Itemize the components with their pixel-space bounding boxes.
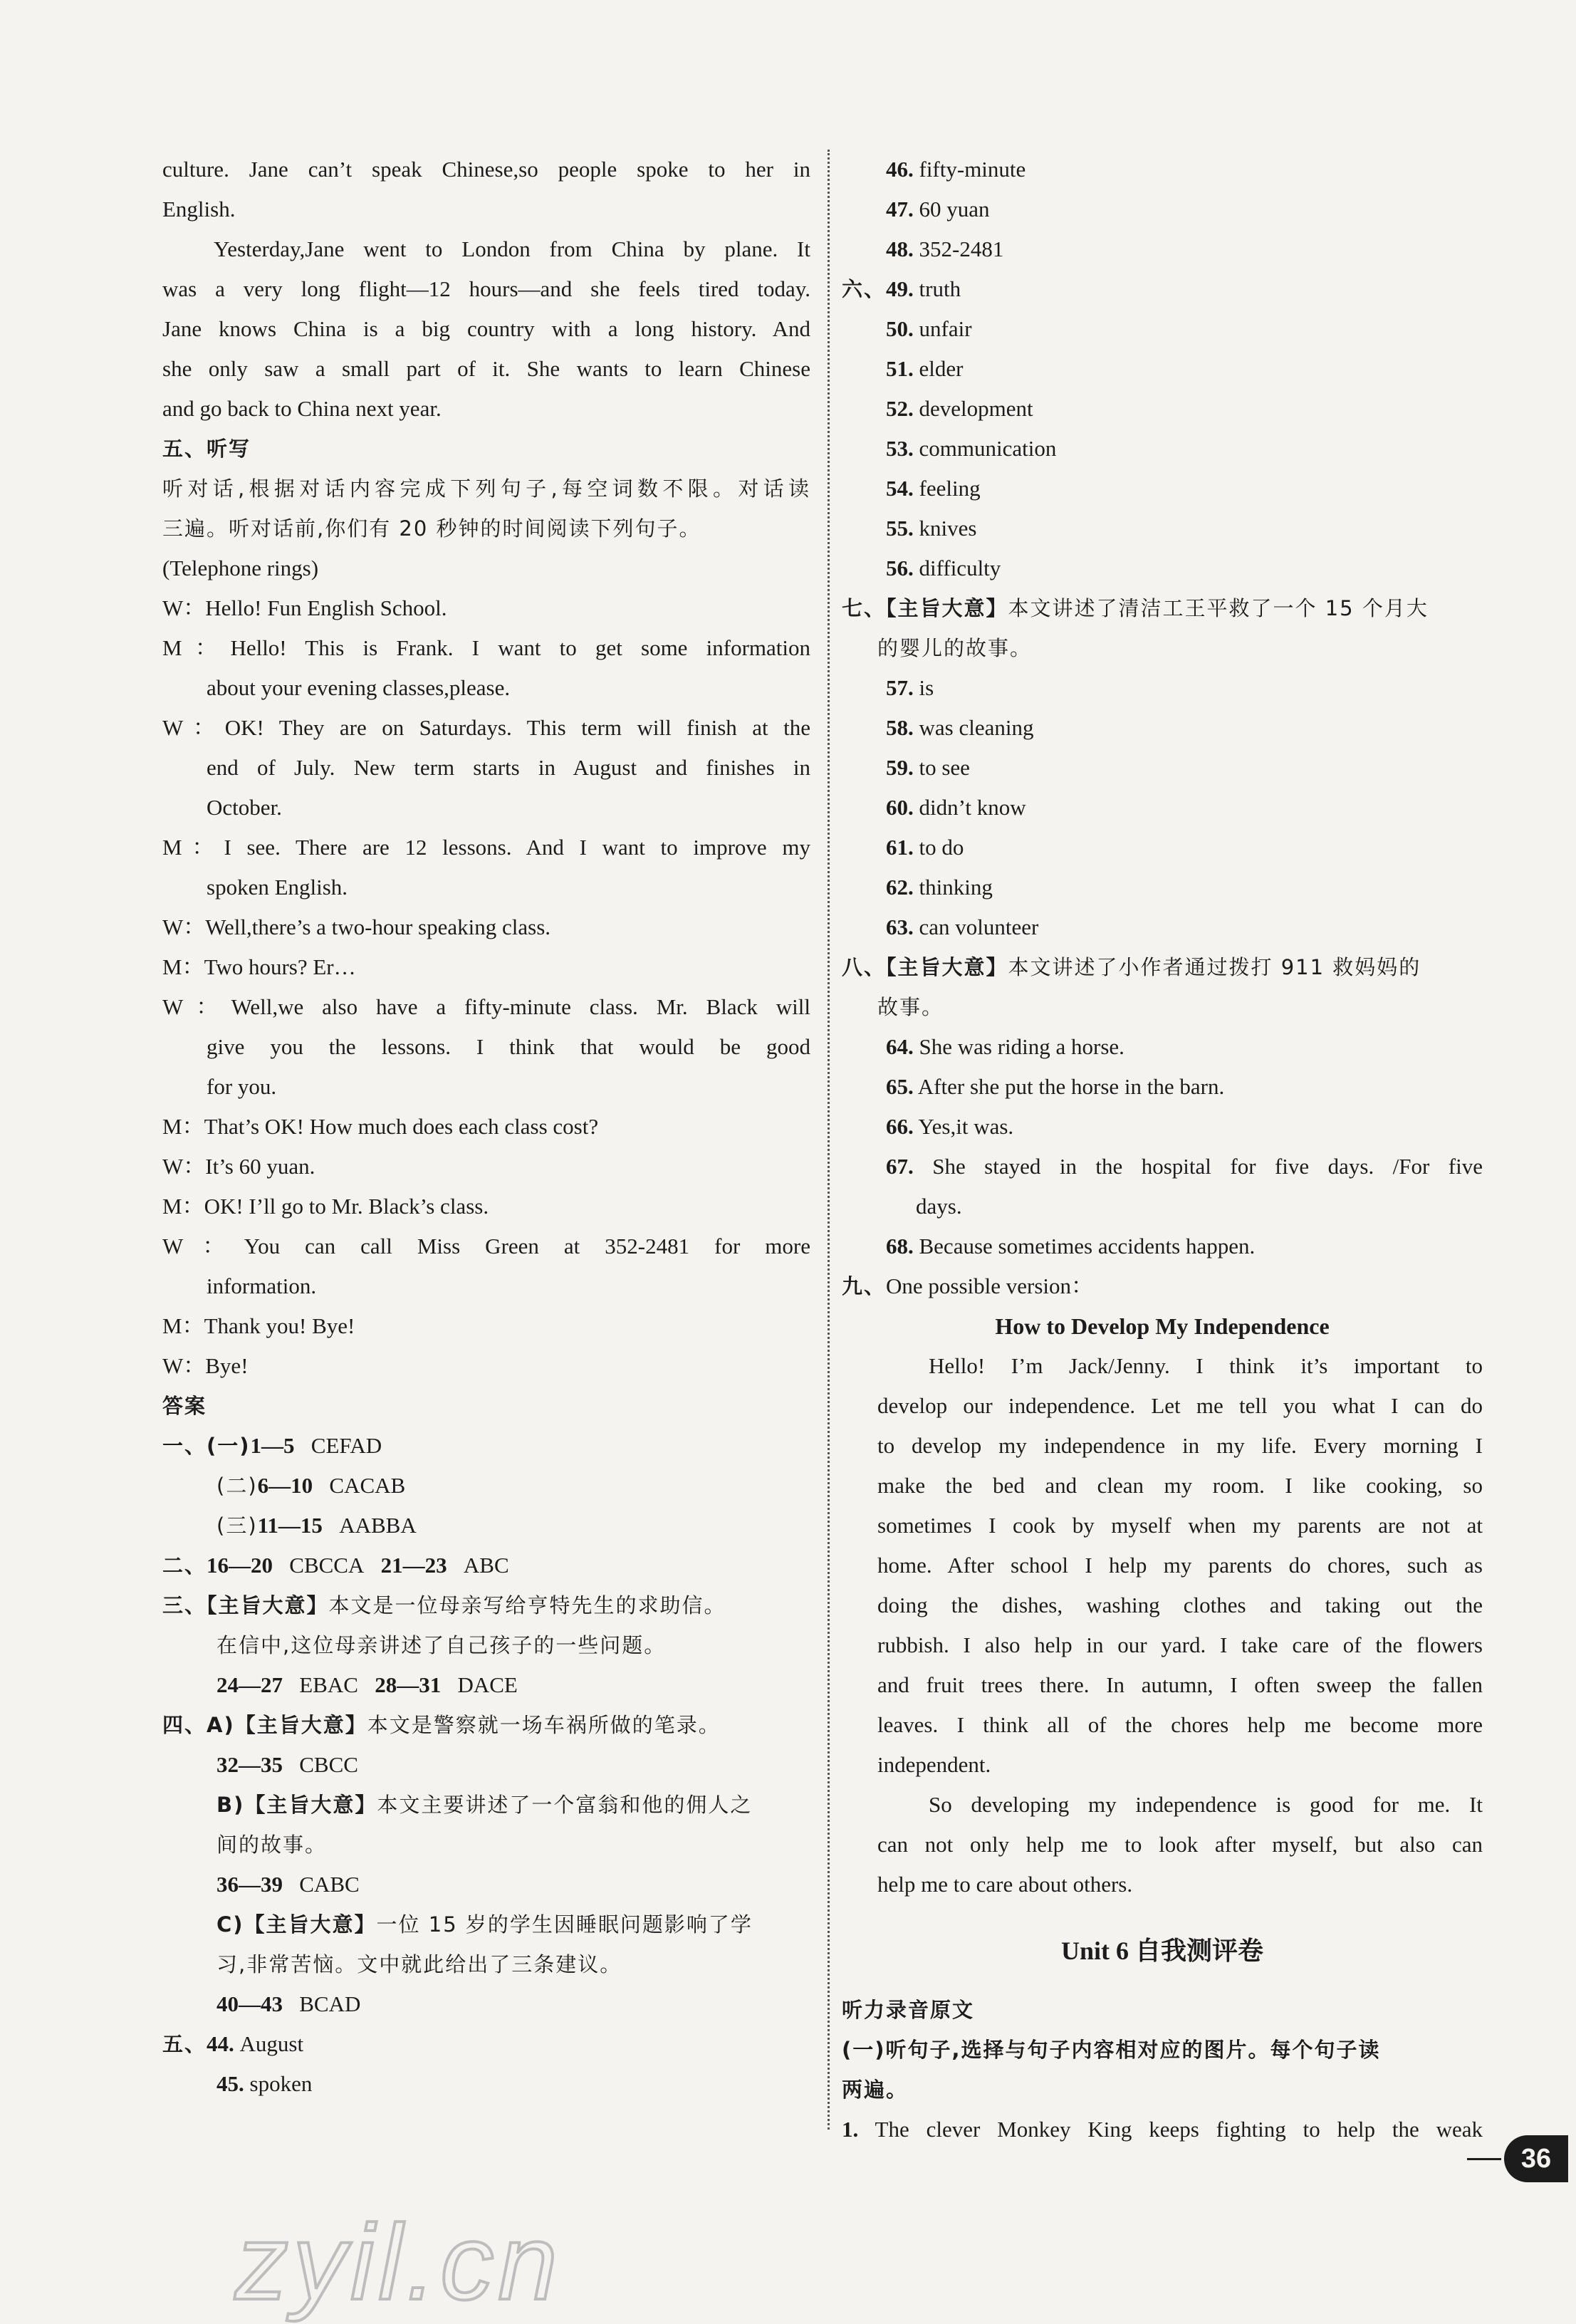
answer-value: truth <box>919 276 961 301</box>
answer-value: elder <box>919 356 964 381</box>
answer-number: 60. <box>886 795 914 820</box>
answer-value: August <box>239 2031 304 2056</box>
answer-continuation: days. <box>916 1194 962 1219</box>
sentence-number: 1. <box>842 2117 859 2142</box>
answer-value: is <box>919 675 934 700</box>
summary-text: 本文是警察就一场车祸所做的笔录。 <box>367 1713 721 1737</box>
dialog-line: M：I see. There are 12 lessons. And I want to improve my <box>162 835 810 860</box>
answer-value: 60 yuan <box>919 197 990 222</box>
answer-number: 49. <box>886 276 914 301</box>
dialog-line: W：Bye! <box>162 1353 249 1378</box>
summary-text: 本文讲述了小作者通过拨打 911 救妈妈的 <box>1008 955 1421 979</box>
answer-number: 61. <box>886 835 914 860</box>
watermark-logo: zyil.cn <box>235 2202 562 2322</box>
answer-value: ABC <box>463 1553 509 1578</box>
answer-row <box>842 349 1483 389</box>
answer-value: CACAB <box>329 1473 406 1498</box>
summary-label: 七、【主旨大意】 <box>842 596 1008 620</box>
answer-number: 47. <box>886 197 914 222</box>
dialog-line: M：That’s OK! How much does each class cost? <box>162 1114 599 1139</box>
dialog-line: W：It’s 60 yuan. <box>162 1154 315 1179</box>
summary-label: 八、【主旨大意】 <box>842 955 1008 979</box>
summary-label: B)【主旨大意】 <box>216 1793 377 1817</box>
answer-row <box>162 1665 810 1705</box>
essay-line: make the bed and clean my room. I like cooking, so <box>877 1473 1483 1498</box>
answer-number: 65. <box>886 1074 914 1099</box>
answer-row <box>842 229 1483 269</box>
answer-row <box>842 548 1483 588</box>
essay-line: and fruit trees there. In autumn, I often sweep the fallen <box>877 1672 1483 1697</box>
part-heading: (一)听句子,选择与句子内容相对应的图片。每个句子读 <box>842 2038 1381 2062</box>
answer-row <box>162 2064 810 2104</box>
answer-value: She was riding a horse. <box>919 1034 1124 1059</box>
answer-row <box>842 150 1483 189</box>
page-number-dash <box>1467 2158 1501 2160</box>
section-heading: 五、听写 <box>162 437 251 461</box>
answer-number: 58. <box>886 715 914 740</box>
answer-number: 55. <box>886 516 914 541</box>
essay-line: to develop my independence in my life. Every morning I <box>877 1433 1483 1458</box>
instruction-line: 三遍。听对话前,你们有 20 秒钟的时间阅读下列句子。 <box>162 516 701 541</box>
answer-row <box>842 189 1483 229</box>
essay-line: can not only help me to look after myself, but also can <box>877 1832 1483 1857</box>
answer-row <box>162 1546 810 1585</box>
answer-value: CEFAD <box>310 1433 382 1458</box>
answer-row <box>842 867 1483 907</box>
answer-value: difficulty <box>919 556 1001 580</box>
answer-prefix: 一、(一) <box>162 1434 251 1458</box>
answer-row <box>842 668 1483 708</box>
dialog-line: M：Two hours? Er… <box>162 954 356 979</box>
answer-range: 11—15 <box>257 1513 323 1538</box>
passage-line: she only saw a small part of it. She wants to learn Chinese <box>162 356 810 381</box>
answer-row <box>162 2024 810 2064</box>
essay-line: So developing my independence is good for me. It <box>929 1792 1483 1817</box>
answer-prefix: 九、 <box>842 1274 887 1298</box>
answer-row <box>842 269 1483 309</box>
answer-value: unfair <box>919 316 972 341</box>
answer-range: 36—39 <box>216 1872 283 1897</box>
answer-row <box>842 708 1483 748</box>
summary-text: 本文讲述了清洁工王平救了一个 15 个月大 <box>1008 596 1429 620</box>
answer-value: 352-2481 <box>919 236 1004 261</box>
answer-range: 24—27 <box>216 1672 283 1697</box>
answer-number: 54. <box>886 476 914 501</box>
answer-number: 48. <box>886 236 914 261</box>
essay-line: independent. <box>877 1752 991 1777</box>
dialog-line: M：Hello! This is Frank. I want to get some information <box>162 635 810 660</box>
answer-prefix: (三) <box>216 1513 258 1538</box>
answer-number: 56. <box>886 556 914 580</box>
answer-number: 64. <box>886 1034 914 1059</box>
summary-line <box>162 1585 810 1625</box>
dialog-line: W：Well,we also have a fifty-minute class. Mr. Black will <box>162 994 810 1019</box>
summary-label: C)【主旨大意】 <box>216 1912 377 1937</box>
answer-row <box>842 788 1483 828</box>
answer-value: thinking <box>919 875 993 900</box>
answer-row <box>842 1266 1483 1306</box>
summary-line: 的婴儿的故事。 <box>877 636 1033 660</box>
listening-heading: 听力录音原文 <box>842 1998 975 2022</box>
essay-body <box>842 1346 1483 1904</box>
page-number: 36 <box>1504 2135 1568 2182</box>
essay-line: doing the dishes, washing clothes and taking out the <box>877 1593 1483 1617</box>
unit-title: Unit 6 自我测评卷 <box>1060 1937 1263 1965</box>
answer-value: One possible version： <box>886 1273 1094 1298</box>
answer-value: didn’t know <box>919 795 1026 820</box>
dialog-line: (Telephone rings) <box>162 556 319 580</box>
answer-row <box>162 1426 810 1466</box>
summary-line <box>162 1904 810 1944</box>
answer-value: was cleaning <box>919 715 1034 740</box>
answer-prefix: 六、 <box>842 277 887 301</box>
answer-prefix: (二) <box>216 1474 258 1498</box>
answer-row <box>842 1027 1483 1067</box>
passage-line: and go back to China next year. <box>162 396 442 421</box>
essay-line: help me to care about others. <box>877 1872 1133 1897</box>
dialog-line: spoken English. <box>207 875 348 900</box>
passage-line: English. <box>162 197 236 222</box>
passage-line: Jane knows China is a big country with a long history. And <box>162 316 810 341</box>
answer-number: 68. <box>886 1234 914 1259</box>
dialog-line: W：Hello! Fun English School. <box>162 595 447 620</box>
summary-text: 本文是一位母亲写给亨特先生的求助信。 <box>328 1593 726 1617</box>
answer-number: 46. <box>886 157 914 182</box>
answer-value: DACE <box>457 1672 518 1697</box>
answer-number: 57. <box>886 675 914 700</box>
essay-line: Hello! I’m Jack/Jenny. I think it’s important to <box>929 1353 1483 1378</box>
answer-value: AABBA <box>339 1513 417 1538</box>
answer-row <box>842 389 1483 429</box>
summary-line: 习,非常苦恼。文中就此给出了三条建议。 <box>216 1952 622 1976</box>
answer-row <box>162 1984 810 2024</box>
answer-number: 59. <box>886 755 914 780</box>
answer-range: 21—23 <box>380 1553 447 1578</box>
summary-line <box>842 588 1483 628</box>
answer-number: 52. <box>886 396 914 421</box>
summary-text: 本文主要讲述了一个富翁和他的佣人之 <box>377 1793 753 1817</box>
summary-line: 在信中,这位母亲讲述了自己孩子的一些问题。 <box>216 1633 667 1657</box>
answer-value: CBCCA <box>289 1553 365 1578</box>
answer-row <box>842 309 1483 349</box>
answer-value: EBAC <box>299 1672 358 1697</box>
answer-row <box>842 1067 1483 1107</box>
summary-line: 故事。 <box>877 995 944 1019</box>
sentence-text: The clever Monkey King keeps fighting to help the weak <box>875 2117 1483 2142</box>
answer-row <box>842 509 1483 548</box>
answer-value: After she put the horse in the barn. <box>917 1074 1225 1099</box>
answer-prefix: 五、 <box>162 2032 207 2056</box>
answer-value: Yes,it was. <box>918 1114 1014 1139</box>
answer-value: BCAD <box>299 1991 361 2016</box>
summary-line <box>842 947 1483 987</box>
answer-number: 63. <box>886 915 914 939</box>
part-heading: 两遍。 <box>842 2078 909 2102</box>
answer-range: 28—31 <box>375 1672 442 1697</box>
answer-number: 45. <box>216 2071 244 2096</box>
column-divider <box>828 150 830 2130</box>
essay-line: develop our independence. Let me tell you what I can do <box>877 1393 1483 1418</box>
dialog-line: for you. <box>207 1074 277 1099</box>
answer-row <box>842 1147 1483 1187</box>
answer-value: development <box>919 396 1033 421</box>
answer-number: 51. <box>886 356 914 381</box>
answer-value: spoken <box>249 2071 313 2096</box>
answer-number: 67. <box>886 1154 914 1179</box>
passage-line: culture. Jane can’t speak Chinese,so people spoke to her in <box>162 157 810 182</box>
answer-value: to see <box>919 755 970 780</box>
answer-range: 1—5 <box>250 1433 295 1458</box>
answer-prefix: 二、 <box>162 1553 207 1578</box>
answer-range: 32—35 <box>216 1752 283 1777</box>
answer-value: Because sometimes accidents happen. <box>919 1234 1256 1259</box>
dialog-line: information. <box>207 1273 317 1298</box>
answer-row <box>842 469 1483 509</box>
passage-line: Yesterday,Jane went to London from China by plane. It <box>214 236 810 261</box>
answer-row <box>162 1745 810 1785</box>
dialog-line: M：Thank you! Bye! <box>162 1313 355 1338</box>
answer-range: 40—43 <box>216 1991 283 2016</box>
dialog-line: W：OK! They are on Saturdays. This term will finish at the <box>162 715 810 740</box>
passage-line: was a very long flight—12 hours—and she feels tired today. <box>162 276 810 301</box>
answer-number: 50. <box>886 316 914 341</box>
answer-value: to do <box>919 835 964 860</box>
answer-value: CABC <box>299 1872 360 1897</box>
dialog-line: October. <box>207 795 282 820</box>
answer-row <box>162 1865 810 1904</box>
dialog-line: W：You can call Miss Green at 352-2481 for more <box>162 1234 810 1259</box>
answer-row <box>162 1506 810 1546</box>
essay-line: leaves. I think all of the chores help me become more <box>877 1712 1483 1737</box>
answer-number: 62. <box>886 875 914 900</box>
dialog-line: M：OK! I’ll go to Mr. Black’s class. <box>162 1194 489 1219</box>
essay-title: How to Develop My Independence <box>995 1313 1330 1339</box>
dialog-line: about your evening classes,please. <box>207 675 511 700</box>
instruction-line: 听对话,根据对话内容完成下列句子,每空词数不限。对话读 <box>162 476 810 501</box>
dialog-line: give you the lessons. I think that would be good <box>207 1034 810 1059</box>
summary-line <box>162 1785 810 1825</box>
answer-value: knives <box>919 516 977 541</box>
answer-number: 53. <box>886 436 914 461</box>
answer-value: CBCC <box>299 1752 358 1777</box>
answer-number: 66. <box>886 1114 914 1139</box>
answer-row <box>842 429 1483 469</box>
answer-number: 44. <box>207 2031 234 2056</box>
summary-label: 三、【主旨大意】 <box>162 1593 329 1617</box>
answer-row <box>842 1107 1483 1147</box>
summary-line <box>162 1705 810 1745</box>
answer-value: communication <box>919 436 1057 461</box>
right-column <box>842 150 1483 2150</box>
summary-text: 一位 15 岁的学生因睡眠问题影响了学 <box>376 1912 753 1937</box>
answer-range: 16—20 <box>207 1553 273 1578</box>
summary-label: 四、A)【主旨大意】 <box>162 1713 367 1737</box>
answer-row <box>842 828 1483 867</box>
answer-range: 6—10 <box>257 1473 313 1498</box>
summary-line: 间的故事。 <box>216 1833 328 1857</box>
dialog-line: W：Well,there’s a two-hour speaking class. <box>162 915 551 939</box>
sentence-line <box>842 2110 1483 2150</box>
answer-row <box>842 907 1483 947</box>
answer-value: feeling <box>919 476 981 501</box>
essay-line: sometimes I cook by myself when my parents are not at <box>877 1513 1483 1538</box>
answer-row <box>842 748 1483 788</box>
essay-line: rubbish. I also help in our yard. I take care of the flowers <box>877 1632 1483 1657</box>
answer-value: She stayed in the hospital for five days. /For five <box>932 1154 1483 1179</box>
answer-row <box>162 1466 810 1506</box>
dialog-line: end of July. New term starts in August and finishes in <box>207 755 810 780</box>
answer-value: can volunteer <box>919 915 1039 939</box>
answer-value: fifty-minute <box>919 157 1026 182</box>
essay-line: home. After school I help my parents do chores, such as <box>877 1553 1483 1578</box>
answers-heading: 答案 <box>162 1394 207 1418</box>
answer-row <box>842 1226 1483 1266</box>
left-column <box>162 150 810 2104</box>
